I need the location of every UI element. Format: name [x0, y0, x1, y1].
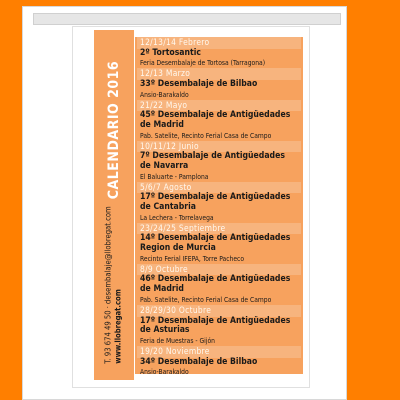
- event-item: [135, 100, 303, 141]
- side-panel: [94, 30, 134, 380]
- event-date: 8/9 Octubre: [137, 264, 301, 276]
- event-name: 46º Desembalaje de Antigüedades de Madrid: [140, 274, 291, 295]
- event-name: 34º Desembalaje de Bilbao: [140, 356, 258, 367]
- event-date: 21/22 Mayo: [137, 100, 301, 112]
- event-name: 33º Desembalaje de Bilbao: [140, 78, 258, 89]
- frame-header-bar: [33, 13, 341, 25]
- event-item: [135, 182, 303, 223]
- event-date: 28/29/30 Octubre: [137, 305, 301, 317]
- event-place: Pab. Satelite, Recinto Ferial Casa de Campo: [140, 131, 272, 140]
- event-item: [135, 223, 303, 264]
- event-place: Ansio-Barakaldo: [140, 368, 189, 377]
- event-date: 5/6/7 Agosto: [137, 182, 301, 194]
- event-name: 17º Desembalaje de Antigüedades de Asturias: [140, 315, 291, 336]
- event-name: 2º Tortosantic: [140, 47, 201, 58]
- event-item: [135, 346, 303, 377]
- event-date: 12/13/14 Febrero: [137, 37, 301, 49]
- event-date: 10/11/12 Junio: [137, 141, 301, 153]
- contact-block: [94, 190, 134, 380]
- contact-website: www.llobregat.com: [114, 289, 123, 364]
- event-date: 12/13 Marzo: [137, 68, 301, 80]
- event-place: Feria de Muestras - Gijón: [140, 337, 215, 346]
- event-item: [135, 68, 303, 99]
- event-place: Pab. Satelite, Recinto Ferial Casa de Campo: [140, 296, 272, 305]
- event-name: 14º Desembalaje de Antigüedades Region de Murcia: [140, 233, 291, 254]
- event-name: 17º Desembalaje de Antigüedades de Cantabria: [140, 192, 291, 213]
- calendar-title: CALENDARIO 2016: [106, 60, 122, 200]
- event-item: [135, 37, 303, 68]
- event-place: Ansio-Barakaldo: [140, 90, 189, 99]
- event-date: 23/24/25 Septiembre: [137, 223, 301, 235]
- event-list: [135, 37, 303, 377]
- event-item: [135, 264, 303, 305]
- event-date: 19/20 Noviembre: [137, 346, 301, 358]
- event-name: 45º Desembalaje de Antigüedades de Madrid: [140, 110, 291, 130]
- event-name: 7º Desembalaje de Antigüedades de Navarra: [140, 151, 285, 171]
- event-place: El Baluarte - Pamplona: [140, 172, 209, 181]
- event-place: La Lechera - Torrelavega: [140, 213, 214, 222]
- event-place: Feria Desembalaje de Tortosa (Tarragona): [140, 59, 266, 68]
- event-item: [135, 141, 303, 182]
- contact-phone-email: T. 93 674 49 50 · desembalaje@llobregat.com: [104, 206, 113, 364]
- event-item: [135, 305, 303, 346]
- event-place: Recinto Ferial IFEPA, Torre Pacheco: [140, 254, 245, 263]
